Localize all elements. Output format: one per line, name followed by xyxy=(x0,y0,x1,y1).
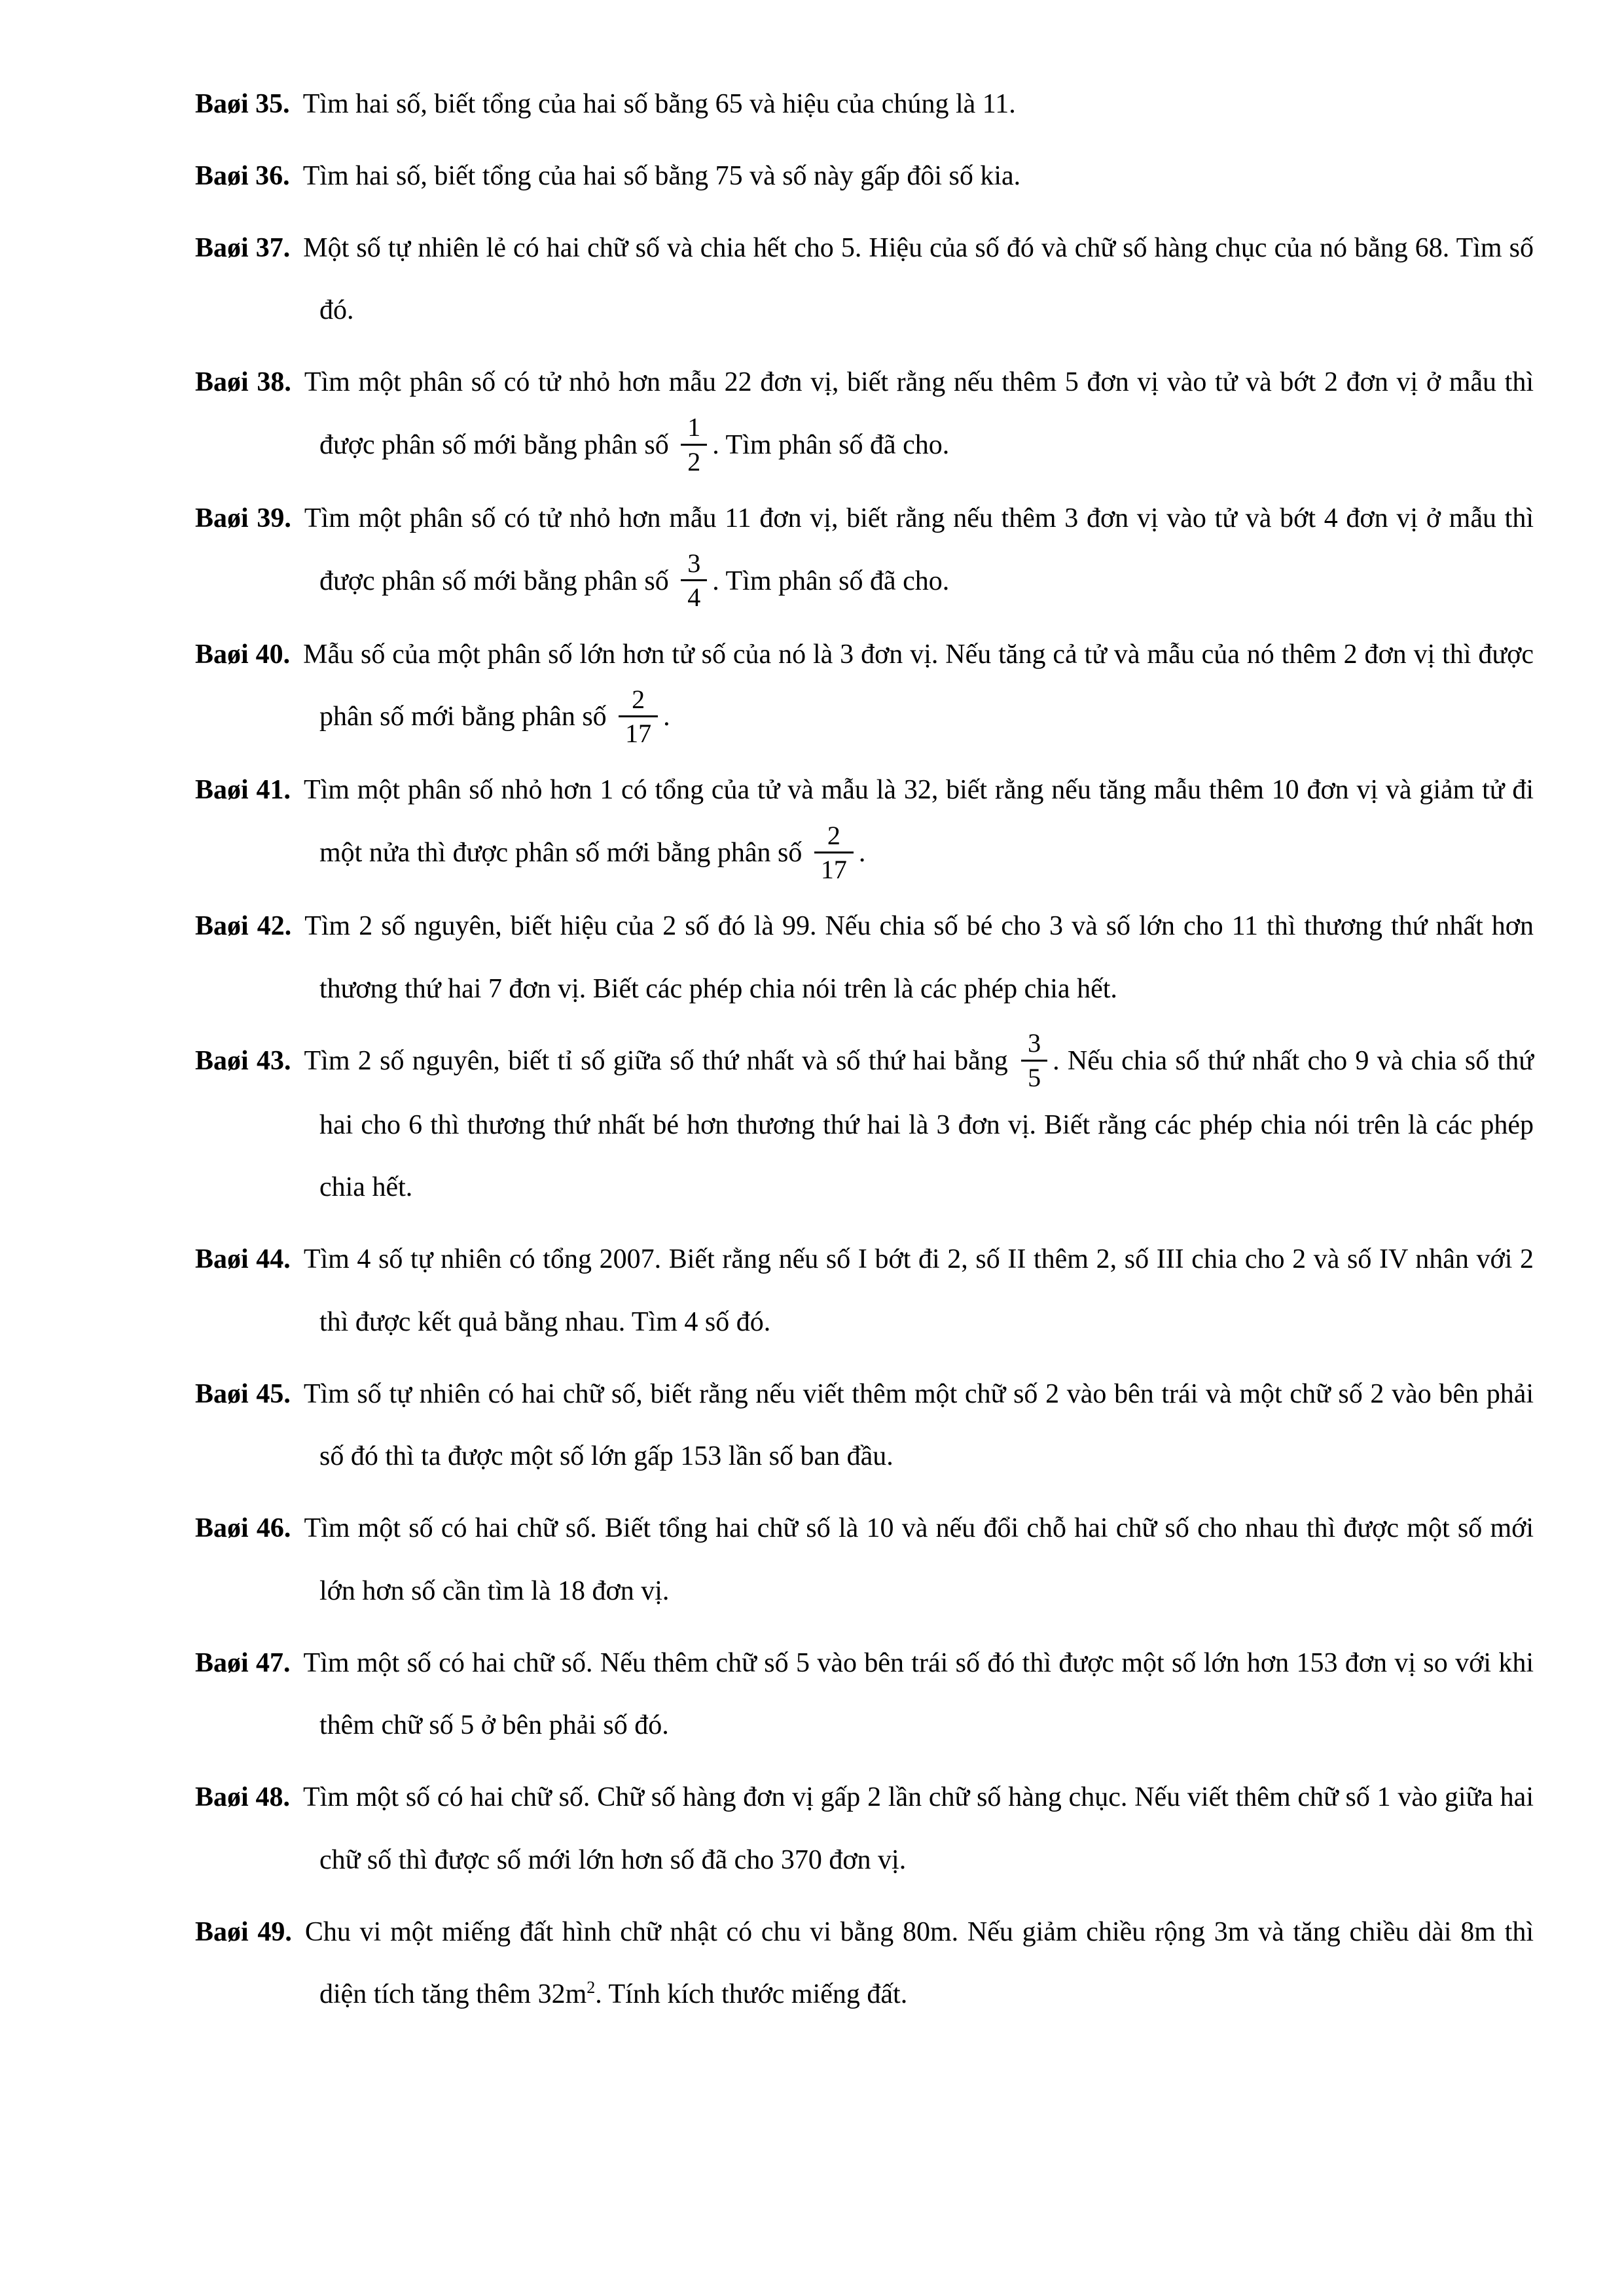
problem-number: Baøi 36. xyxy=(195,160,290,191)
problem-item xyxy=(195,1632,1534,1758)
fraction-numerator: 1 xyxy=(681,413,707,445)
fraction xyxy=(681,549,707,611)
problem-item xyxy=(195,1030,1534,1220)
problem-item xyxy=(195,624,1534,751)
fraction-numerator: 2 xyxy=(814,821,854,853)
problem-text: Tìm một phân số nhỏ hơn 1 có tổng của tử và mẫu là 32, biết rằng nếu tăng mẫu thêm 10 đơn vị và giảm tử đi một nửa thì được phân số mới bằng phân số $\frac{2}{17}$ . xyxy=(303,775,1534,884)
fraction-denominator: 4 xyxy=(687,583,701,613)
problem-number: Baøi 44. xyxy=(195,1244,291,1275)
problem-text: Tìm 2 số nguyên, biết hiệu của 2 số đó là 99. Nếu chia số bé cho 3 và số lớn cho 11 thì thương thứ nhất hơn thương thứ hai 7 đơn vị. Biết các phép chia nói trên là các phép chia hết. xyxy=(304,911,1534,1004)
fraction-denominator: 2 xyxy=(687,446,701,476)
fraction-numerator: 3 xyxy=(681,549,707,581)
problem-item xyxy=(195,145,1534,208)
problem-item xyxy=(195,1901,1534,2027)
problem-text: Một số tự nhiên lẻ có hai chữ số và chia hết cho 5. Hiệu của số đó và chữ số hàng chục của nó bằng 68. Tìm số đó. xyxy=(303,232,1534,326)
problem-number: Baøi 49. xyxy=(195,1916,292,1947)
problem-number: Baøi 45. xyxy=(195,1378,291,1409)
problem-number: Baøi 38. xyxy=(195,367,291,397)
problem-item xyxy=(195,351,1534,478)
fraction xyxy=(619,685,658,747)
problem-number: Baøi 43. xyxy=(195,1045,291,1076)
fraction-denominator: 17 xyxy=(820,855,847,884)
problem-text: Tìm một số có hai chữ số. Chữ số hàng đơn vị gấp 2 lần chữ số hàng chục. Nếu viết thêm chữ số 1 vào giữa hai chữ số thì được số mới lớn hơn số đã cho 370 đơn vị. xyxy=(302,1782,1534,1875)
problem-item xyxy=(195,1767,1534,1892)
problem-text: Tìm một số có hai chữ số. Biết tổng hai chữ số là 10 và nếu đổi chỗ hai chữ số cho nhau thì được một số mới lớn hơn số cần tìm là 18 đơn vị. xyxy=(304,1513,1534,1606)
problem-item xyxy=(195,1363,1534,1489)
problem-number: Baøi 39. xyxy=(195,503,291,533)
problem-number: Baøi 47. xyxy=(195,1647,291,1678)
problem-number: Baøi 42. xyxy=(195,911,292,942)
problem-item xyxy=(195,1498,1534,1623)
problem-item xyxy=(195,759,1534,886)
problem-item xyxy=(195,895,1534,1021)
fraction xyxy=(814,821,854,884)
problem-text: Tìm số tự nhiên có hai chữ số, biết rằng nếu viết thêm một chữ số 2 vào bên trái và một chữ số 2 vào bên phải số đó thì ta được một số lớn gấp 153 lần số ban đầu. xyxy=(303,1378,1534,1472)
problem-text: Tìm hai số, biết tổng của hai số bằng 65 và hiệu của chúng là 11. xyxy=(302,89,1016,119)
problem-number: Baøi 37. xyxy=(195,232,291,263)
fraction-denominator: 5 xyxy=(1028,1062,1041,1092)
fraction-numerator: 3 xyxy=(1021,1029,1047,1061)
problem-text: Tìm hai số, biết tổng của hai số bằng 75 và số này gấp đôi số kia. xyxy=(302,160,1021,191)
problem-text: Chu vi một miếng đất hình chữ nhật có chu vi bằng 80m. Nếu giảm chiều rộng 3m và tăng chiều dài 8m thì diện tích tăng thêm $32m^2$. Tính kích thước miếng đất. xyxy=(304,1916,1534,2010)
fraction xyxy=(681,413,707,475)
problem-item xyxy=(195,1229,1534,1354)
fraction-numerator: 2 xyxy=(619,685,658,717)
problem-number: Baøi 40. xyxy=(195,639,291,670)
problem-item xyxy=(195,73,1534,136)
problem-number: Baøi 48. xyxy=(195,1782,290,1813)
problem-number: Baøi 41. xyxy=(195,775,291,806)
fraction-denominator: 17 xyxy=(625,719,652,749)
problem-number: Baøi 46. xyxy=(195,1513,291,1544)
problem-text: Tìm một phân số có tử nhỏ hơn mẫu 11 đơn vị, biết rằng nếu thêm 3 đơn vị vào tử và bớt 4 đơn vị ở mẫu thì được phân số mới bằng phân số $\frac{3}{4}$ . Tìm phân số đã cho. xyxy=(304,503,1534,613)
problem-number: Baøi 35. xyxy=(195,89,290,119)
problem-list xyxy=(195,73,1534,2026)
problem-text: Mẫu số của một phân số lớn hơn tử số của nó là 3 đơn vị. Nếu tăng cả tử và mẫu của nó thêm 2 đơn vị thì được phân số mới bằng phân số $\frac{2}{17}$ . xyxy=(303,639,1534,749)
problem-text: Tìm một số có hai chữ số. Nếu thêm chữ số 5 vào bên trái số đó thì được một số lớn hơn 153 đơn vị so với khi thêm chữ số 5 ở bên phải số đó. xyxy=(303,1647,1534,1741)
superscript: 2 xyxy=(586,1978,596,1998)
problem-text: Tìm 2 số nguyên, biết tỉ số giữa số thứ nhất và số thứ hai bằng $\frac{3}{5}$ . Nếu chia số thứ nhất cho 9 và chia số thứ hai cho 6 thì thương thứ nhất bé hơn thương thứ hai là 3 đơn vị. Biết rằng các phép chia nói trên là các phép chia hết. xyxy=(304,1028,1534,1203)
problem-item xyxy=(195,217,1534,343)
problem-text: Tìm một phân số có tử nhỏ hơn mẫu 22 đơn vị, biết rằng nếu thêm 5 đơn vị vào tử và bớt 2 đơn vị ở mẫu thì được phân số mới bằng phân số $\frac{1}{2}$ . Tìm phân số đã cho. xyxy=(304,367,1534,476)
problem-text: Tìm 4 số tự nhiên có tổng 2007. Biết rằng nếu số I bớt đi 2, số II thêm 2, số III chia cho 2 và số IV nhân với 2 thì được kết quả bằng nhau. Tìm 4 số đó. xyxy=(303,1244,1534,1337)
problem-item xyxy=(195,488,1534,615)
fraction xyxy=(1021,1029,1047,1091)
